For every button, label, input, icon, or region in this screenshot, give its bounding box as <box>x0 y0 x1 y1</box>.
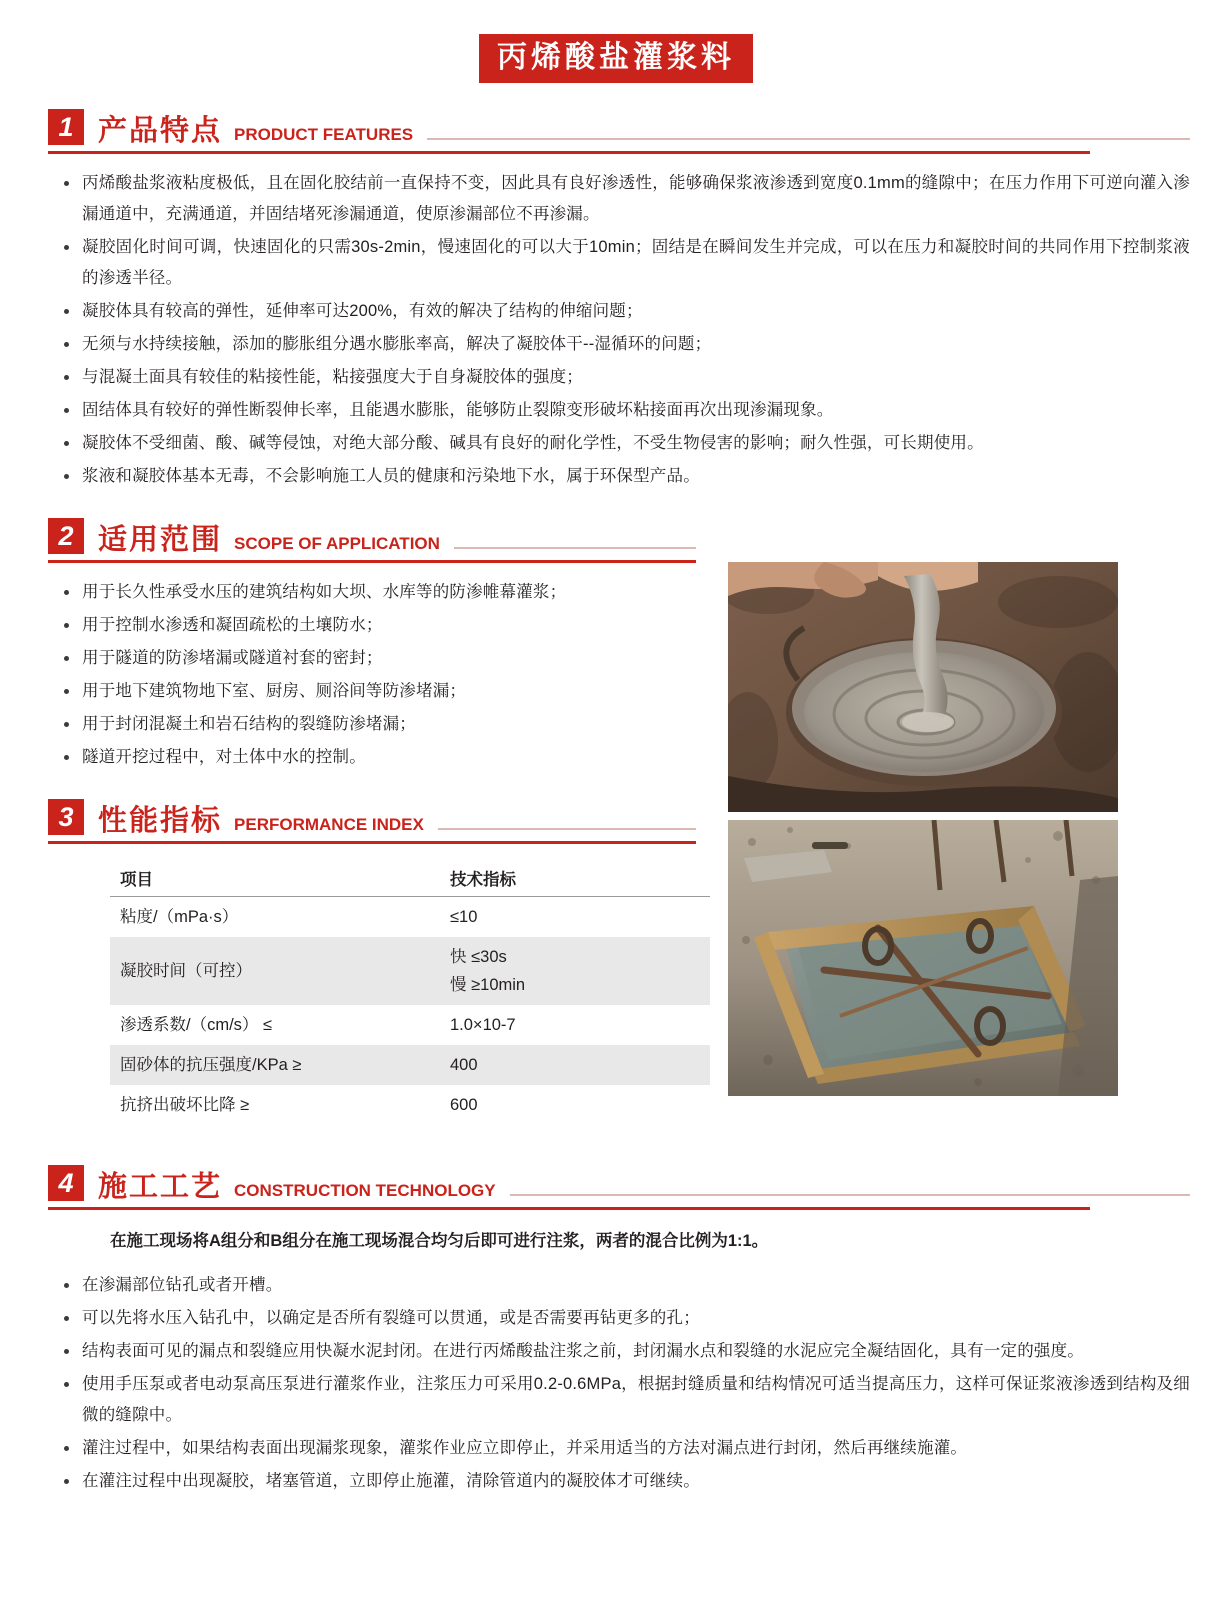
section-3-underline <box>48 841 696 844</box>
section-2-number: 2 <box>48 518 84 554</box>
mixing-grout-photo <box>728 562 1118 812</box>
table-row <box>110 1045 710 1085</box>
section-1-title-en: PRODUCT FEATURES <box>234 125 414 144</box>
table-row <box>110 1005 710 1045</box>
scope-list <box>48 577 712 773</box>
cell-item: 抗挤出破坏比降 ≥ <box>120 1096 250 1114</box>
section-2-title-en: SCOPE OF APPLICATION <box>234 534 440 553</box>
list-item: 在灌注过程中出现凝胶，堵塞管道，立即停止施灌，清除管道内的凝胶体才可继续。 <box>82 1466 1190 1497</box>
list-item: 凝胶体具有较高的弹性，延伸率可达200%，有效的解决了结构的伸缩问题； <box>82 296 1190 327</box>
construction-intro: 在施工现场将A组分和B组分在施工现场混合均匀后即可进行注浆，两者的混合比例为1:1。 <box>110 1232 769 1250</box>
table-row <box>110 897 710 938</box>
section-4-rule <box>510 1194 1190 1196</box>
list-item: 用于隧道的防渗堵漏或隧道衬套的密封； <box>82 643 712 674</box>
section-1-rule <box>427 138 1190 140</box>
section-2-title-cn: 适用范围 <box>98 524 223 556</box>
section-construction-technology <box>0 1165 1232 1525</box>
list-item: 凝胶固化时间可调，快速固化的只需30s-2min，慢速固化的可以大于10min；固结是在瞬间发生并完成，可以在压力和凝胶时间的共同作用下控制浆液的渗透半径。 <box>82 232 1190 294</box>
table-header-row <box>110 860 710 897</box>
product-features-list <box>48 168 1190 492</box>
table-row <box>110 937 710 1005</box>
cell-item: 凝胶时间（可控） <box>110 937 440 1005</box>
list-item: 结构表面可见的漏点和裂缝应用快凝水泥封闭。在进行丙烯酸盐注浆之前，封闭漏水点和裂缝的水泥应完全凝结固化，具有一定的强度。 <box>82 1336 1190 1367</box>
section-product-features <box>0 109 1232 492</box>
list-item: 用于封闭混凝土和岩石结构的裂缝防渗堵漏； <box>82 709 712 740</box>
cell-value-slow: 慢 ≥10min <box>450 976 526 994</box>
slab-grouting-photo <box>728 820 1118 1096</box>
list-item: 灌注过程中，如果结构表面出现漏浆现象，灌浆作业应立即停止，并采用适当的方法对漏点进行封闭，然后再继续施灌。 <box>82 1433 1190 1464</box>
section-3-title-en: PERFORMANCE INDEX <box>234 815 424 834</box>
section-3-rule <box>438 828 696 830</box>
list-item: 在渗漏部位钻孔或者开槽。 <box>82 1270 1190 1301</box>
cell-value: 400 <box>440 1045 710 1085</box>
cell-item: 粘度/（mPa·s） <box>120 908 239 926</box>
list-item: 使用手压泵或者电动泵高压泵进行灌浆作业，注浆压力可采用0.2-0.6MPa，根据封缝质量和结构情况可适当提高压力，这样可保证浆液渗透到结构及细微的缝隙中。 <box>82 1369 1190 1431</box>
cell-item: 固砂体的抗压强度/KPa ≥ <box>110 1045 440 1085</box>
performance-index-table <box>110 860 710 1125</box>
table-row <box>110 1085 710 1125</box>
construction-steps-list <box>48 1270 1190 1497</box>
list-item: 无须与水持续接触，添加的膨胀组分遇水膨胀率高，解决了凝胶体干--湿循环的问题； <box>82 329 1190 360</box>
list-item: 用于地下建筑物地下室、厨房、厕浴间等防渗堵漏； <box>82 676 712 707</box>
column-header-item: 项目 <box>110 860 440 897</box>
section-1-title-cn: 产品特点 <box>98 115 223 147</box>
list-item: 固结体具有较好的弹性断裂伸长率，且能遇水膨胀，能够防止裂隙变形破坏粘接面再次出现渗漏现象。 <box>82 395 1190 426</box>
section-3-title-cn: 性能指标 <box>98 805 223 837</box>
section-1-underline <box>48 151 1090 154</box>
list-item: 用于长久性承受水压的建筑结构如大坝、水库等的防渗帷幕灌浆； <box>82 577 712 608</box>
column-header-value: 技术指标 <box>440 860 710 897</box>
section-1-number: 1 <box>48 109 84 145</box>
cell-value: 600 <box>450 1096 478 1114</box>
cell-value: 1.0×10-7 <box>450 1016 516 1034</box>
list-item: 可以先将水压入钻孔中，以确定是否所有裂缝可以贯通，或是否需要再钻更多的孔； <box>82 1303 1190 1334</box>
cell-value-fast: 快 ≤30s <box>450 948 507 966</box>
cell-value: ≤10 <box>450 908 478 926</box>
section-4-heading <box>48 1165 1190 1205</box>
list-item: 隧道开挖过程中，对土体中水的控制。 <box>82 742 712 773</box>
section-4-title-cn: 施工工艺 <box>98 1171 223 1203</box>
section-4-number: 4 <box>48 1165 84 1201</box>
section-1-heading <box>48 109 1190 149</box>
section-2-heading <box>48 518 696 558</box>
section-2-rule <box>454 547 696 549</box>
section-4-underline <box>48 1207 1090 1210</box>
list-item: 用于控制水渗透和凝固疏松的土壤防水； <box>82 610 712 641</box>
page-title-wrap <box>0 0 1232 83</box>
list-item: 与混凝土面具有较佳的粘接性能，粘接强度大于自身凝胶体的强度； <box>82 362 1190 393</box>
section-3-number: 3 <box>48 799 84 835</box>
section-2-underline <box>48 560 696 563</box>
page-title: 丙烯酸盐灌浆料 <box>479 34 753 83</box>
cell-item: 渗透系数/（cm/s） ≤ <box>120 1016 273 1034</box>
list-item: 浆液和凝胶体基本无毒，不会影响施工人员的健康和污染地下水，属于环保型产品。 <box>82 461 1190 492</box>
list-item: 凝胶体不受细菌、酸、碱等侵蚀，对绝大部分酸、碱具有良好的耐化学性，不受生物侵害的影响；耐久性强，可长期使用。 <box>82 428 1190 459</box>
section-3-heading <box>48 799 696 839</box>
cell-value <box>440 937 710 1005</box>
section-4-title-en: CONSTRUCTION TECHNOLOGY <box>234 1181 496 1200</box>
list-item: 丙烯酸盐浆液粘度极低，且在固化胶结前一直保持不变，因此具有良好渗透性，能够确保浆液渗透到宽度0.1mm的缝隙中；在压力作用下可逆向灌入渗漏通道中，充满通道，并固结堵死渗漏通道，使原渗漏部位不再渗漏。 <box>82 168 1190 230</box>
